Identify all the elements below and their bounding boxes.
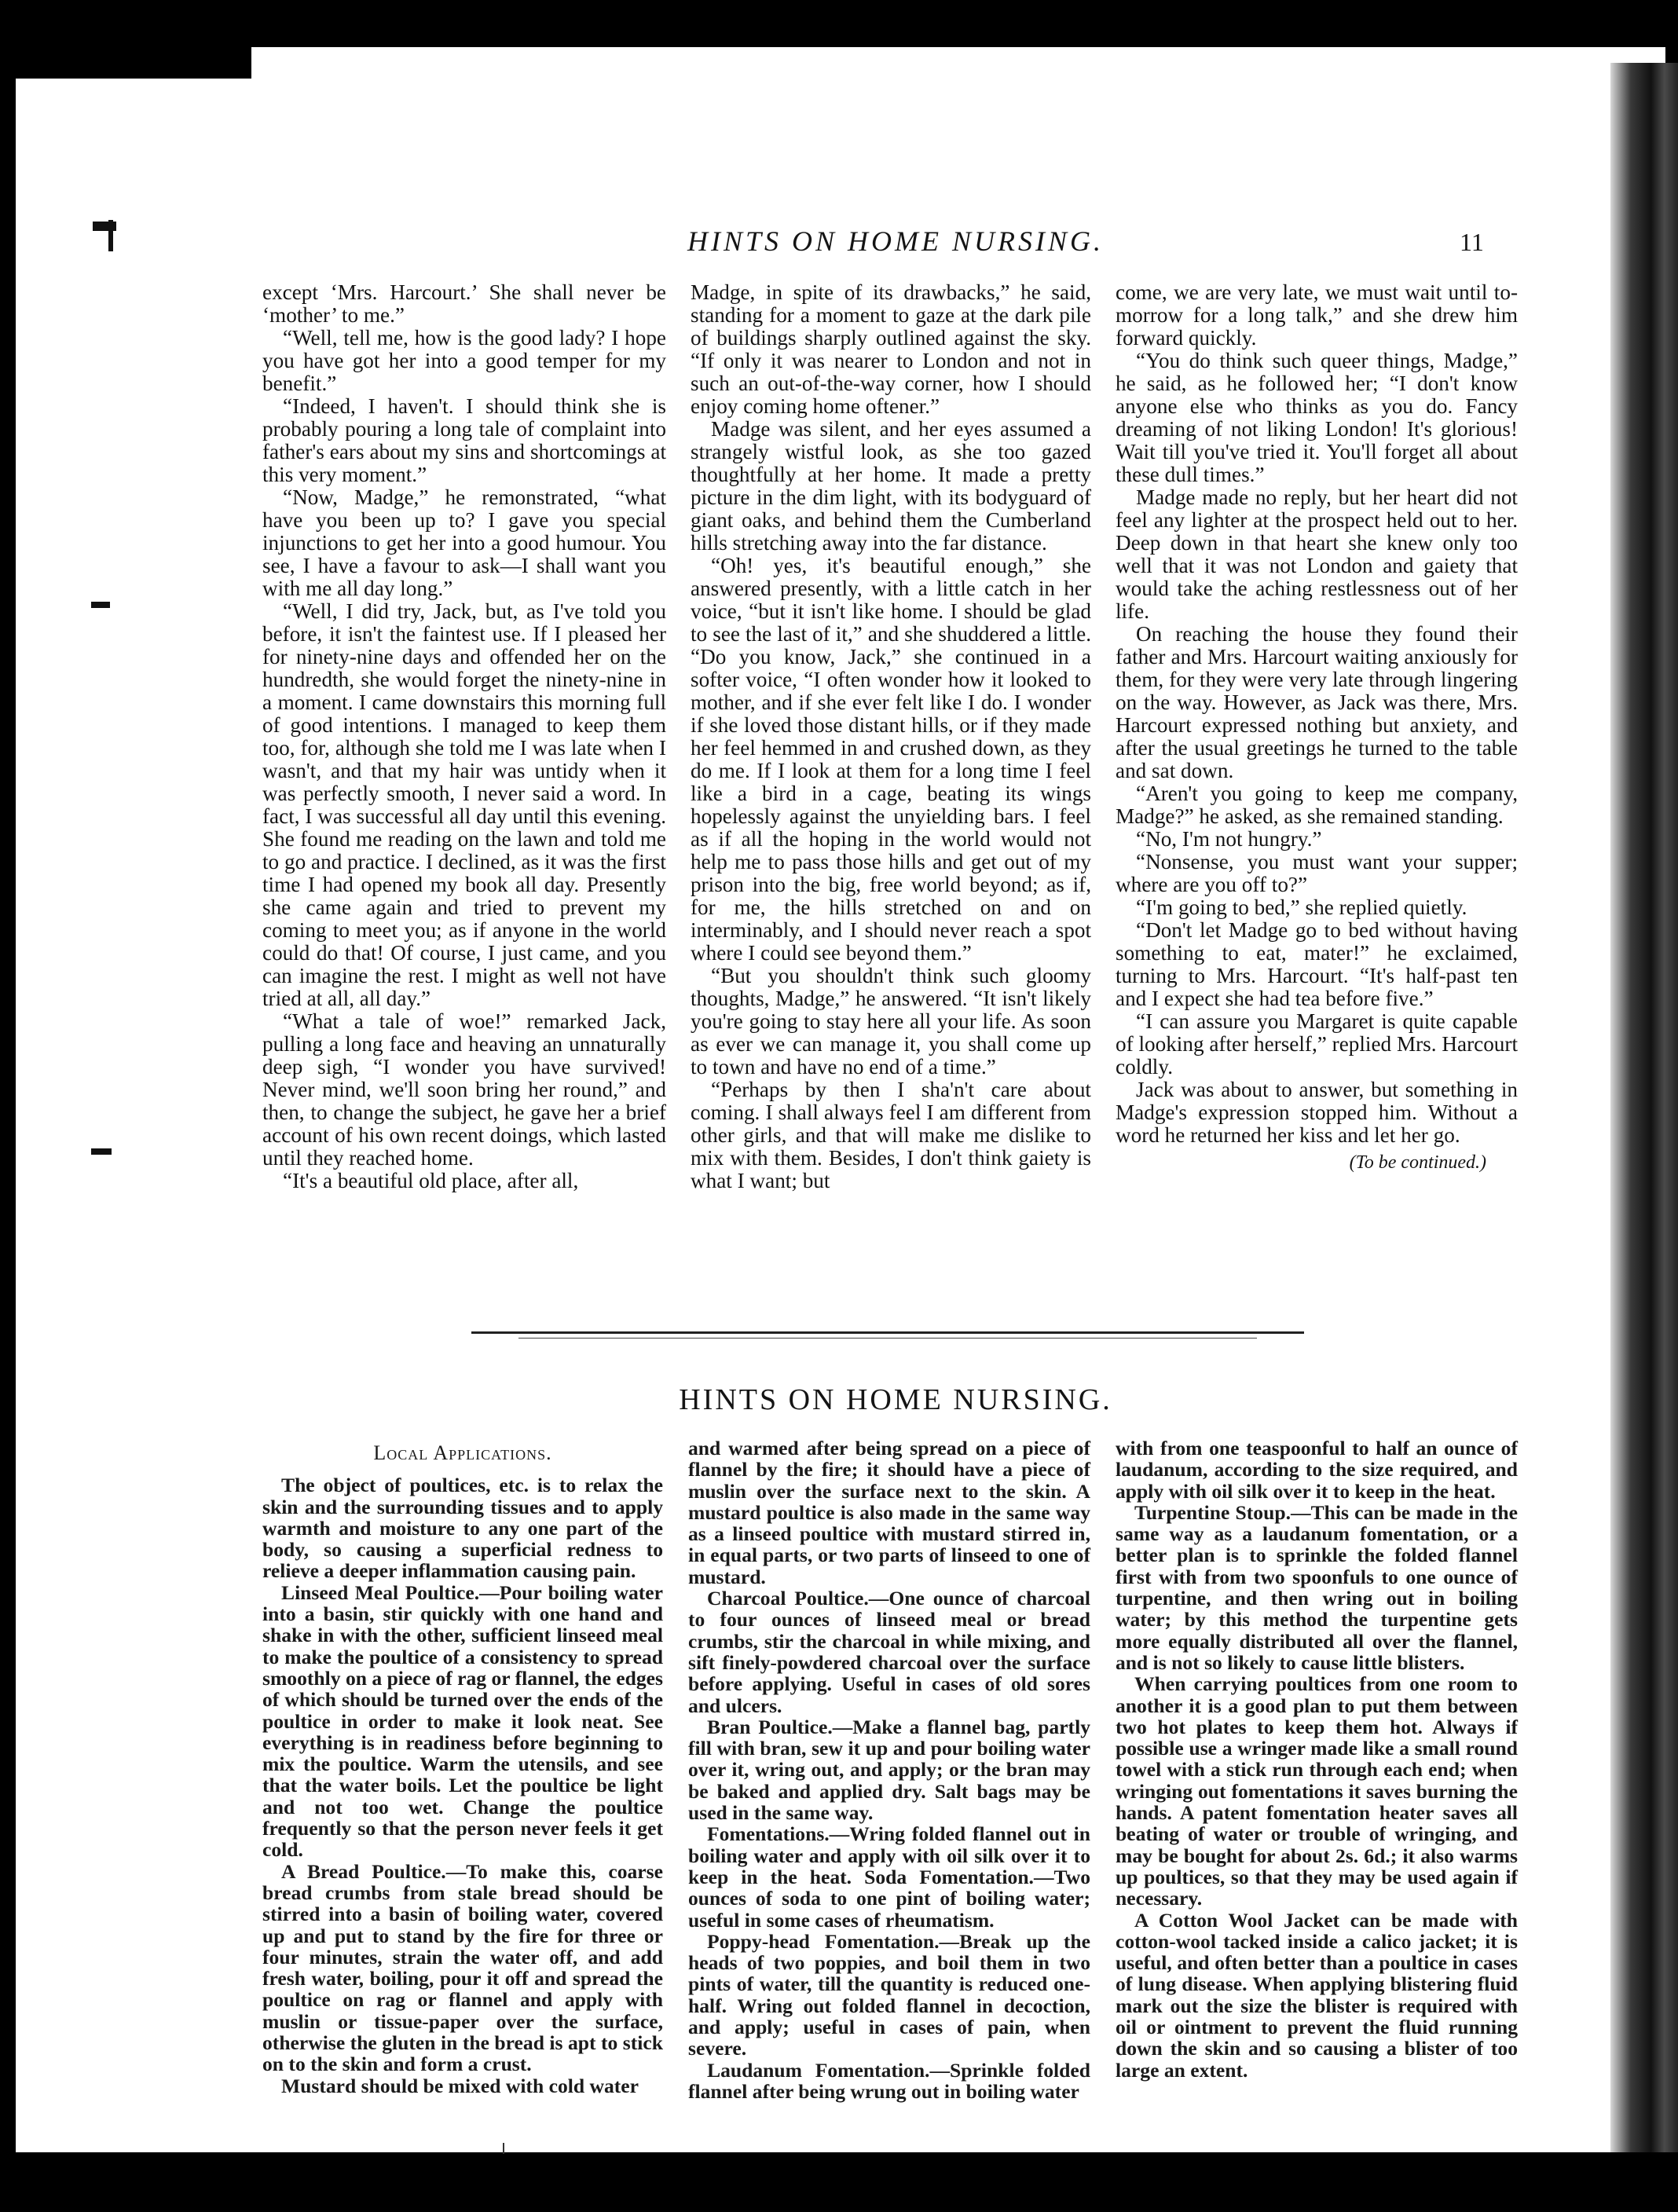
paragraph: “It's a beautiful old place, after all, (283, 1169, 579, 1192)
section-heading: Local Applications. (373, 1441, 552, 1464)
article-column-3 (1116, 1437, 1518, 2081)
paragraph: Madge, in spite of its drawbacks,” he said, standing for a moment to gaze at the dark pile of buildings sharply outlined against the sky. “If only it was nearer to London and not in such an out-of-the-way corner, how I should enjoy coming home oftener.” (691, 280, 1091, 418)
paragraph: and warmed after being spread on a piece of flannel by the fire; it should have a piece of muslin over the surface next to the skin. A mustard poultice is also made in the same way as a linseed poultice with mustard stirred in, in equal parts, or two parts of linseed to one of mustard. (688, 1437, 1090, 1588)
story-column-1 (262, 281, 666, 1192)
paragraph: “Oh! yes, it's beautiful enough,” she answered presently, with a little catch in her voice, “but it isn't like home. I should be glad to see the last of it,” and she shuddered a little. “Do you know, Jack,” she continued in a softer voice, “I often wonder how it looked to mother, and if she ever felt like I do. I wonder if she loved those distant hills, or if they made her feel hemmed in and crushed down, as they do me. If I look at them for a long time I feel like a bird in a cage, beating its wings hopelessly against the unyielding bars. I feel as if all the hoping in the world would not help me to pass those hills and get out of my prison into the big, free world beyond; as if, for me, the hills stretched on and on interminably, and I should never reach a spot where I could see beyond them.” (691, 554, 1091, 965)
paragraph: “Indeed, I haven't. I should think she is probably pouring a long tale of complaint into father's ears about my sins and shortcomings at this very moment.” (262, 394, 666, 486)
paragraph: “No, I'm not hungry.” (1136, 827, 1322, 851)
paragraph: “Nonsense, you must want your supper; where are you off to?” (1116, 850, 1518, 896)
paragraph: “Well, tell me, how is the good lady? I hope you have got her into a good temper for my benefit.” (262, 326, 666, 395)
paragraph: Madge made no reply, but her heart did not feel any lighter at the prospect held out to her. Deep down in that heart she knew only too well that it was not London and gaiety that would take the aching restlessness out of her life. (1116, 485, 1518, 623)
paragraph: A Bread Poultice.—To make this, coarse bread crumbs from stale bread should be stirred into a basin of boiling water, covered up and put to stand by the fire for three or four minutes, strain the water off, and add fresh water, boiling, pour it off and spread the poultice on rag or flannel and apply with muslin or tissue-paper over the surface, otherwise the gluten in the bread is apt to stick on to the skin and form a crust. (262, 1859, 663, 2076)
paragraph: with from one teaspoonful to half an ounce of laudanum, according to the size required, and apply with oil silk over it to keep in the heat. (1116, 1437, 1518, 1503)
divider-rule (518, 1338, 1257, 1339)
paragraph: “You do think such queer things, Madge,” he said, as he followed her; “I don't know anyone else who thinks as you do. Fancy dreaming of not liking London! It's glorious! Wait till you've tried it. You'll forget all about these dull times.” (1116, 349, 1518, 486)
page-number: 11 (1460, 228, 1484, 256)
scan-border-bottom (0, 2152, 1678, 2212)
paragraph: Madge was silent, and her eyes assumed a strangely wistful look, as she too gazed thoughtfully at her home. It made a pretty picture in the dim light, with its bodyguard of giant oaks, and behind them the Cumberland hills stretching away into the far distance. (691, 417, 1091, 555)
paragraph: “Aren't you going to keep me company, Madge?” he asked, as she remained standing. (1116, 782, 1518, 828)
paragraph: A Cotton Wool Jacket can be made with cotton-wool tacked inside a calico jacket; it is useful, and often better than a poultice in cases of lung disease. When applying blistering fluid mark out the size the blister is required with oil or ointment to prevent the fluid running down the skin and so causing a blister of too large an extent. (1116, 1908, 1518, 2082)
story-column-2 (691, 281, 1091, 1192)
article-column-2 (688, 1437, 1090, 2102)
binding-mark (108, 220, 113, 251)
paragraph: “Now, Madge,” he remonstrated, “what have you been up to? I gave you special injunctions to get her into a good humour. You see, I have a favour to ask—I shall want you with me all day long.” (262, 485, 666, 600)
to-be-continued: (To be continued.) (1349, 1152, 1486, 1173)
paragraph: come, we are very late, we must wait until to-morrow for a long talk,” and she drew him forward quickly. (1116, 280, 1518, 350)
divider-rule (471, 1331, 1304, 1334)
paragraph: “But you shouldn't think such gloomy thoughts, Madge,” he answered. “It isn't likely you're going to stay here all your life. As soon as ever we can manage it, you shall come up to town and have no end of a time.” (691, 964, 1091, 1079)
paragraph: On reaching the house they found their father and Mrs. Harcourt waiting anxiously for them, for they were very late through lingering on the way. However, as Jack was there, Mrs. Harcourt expressed nothing but anxiety, and after the usual greetings he turned to the table and sat down. (1116, 622, 1518, 782)
binding-mark (91, 602, 110, 608)
paragraph: Laudanum Fomentation.—Sprinkle folded flannel after being wrung out in boiling water (688, 2058, 1090, 2103)
paragraph: The object of poultices, etc. is to relax the skin and the surrounding tissues and to apply warmth and moisture to any one part of the body, so causing a superficial redness to relieve a deeper inflammation causing pain. (262, 1474, 663, 1583)
paragraph: Charcoal Poultice.—One ounce of charcoal to four ounces of linseed meal or bread crumbs, stir the charcoal in while mixing, and sift finely-powdered charcoal over the surface before applying. Useful in cases of old sores and ulcers. (688, 1587, 1090, 1717)
paragraph: “Well, I did try, Jack, but, as I've told you before, it isn't the faintest use. If I pleased her for ninety-nine days and offended her on the hundredth, she would forget the ninety-nine in a moment. I came downstairs this morning full of good intentions. I managed to keep them too, for, although she told me I was late when I wasn't, and that my hair was untidy when it was perfectly smooth, I never said a word. In fact, I was successful all day until this evening. She found me reading on the lawn and told me to go and practice. I declined, as it was the first time I had opened my book all day. Presently she came again and tried to prevent my coming to meet you; as if anyone in the world could do that! Of course, I just came, and you can imagine the rest. I might as well not have tried at all, all day.” (262, 599, 666, 1010)
book-fore-edge (1610, 63, 1678, 2168)
article-title: HINTS ON HOME NURSING. (679, 1383, 1112, 1416)
paragraph: “I'm going to bed,” she replied quietly. (1136, 895, 1467, 919)
story-column-3 (1116, 281, 1518, 1174)
page-top-edge (251, 47, 1665, 94)
paragraph: “I can assure you Margaret is quite capable of looking after herself,” replied Mrs. Harcourt coldly. (1116, 1009, 1518, 1079)
paragraph: Fomentations.—Wring folded flannel out in boiling water and apply with oil silk over it to keep in the heat. Soda Fomentation.—Two ounces of soda to one pint of boiling water; useful in some cases of rheumatism. (688, 1822, 1090, 1932)
paragraph: Jack was about to answer, but something in Madge's expression stopped him. Without a word he returned her kiss and let her go. (1116, 1078, 1518, 1147)
article-column-1 (262, 1441, 663, 2097)
binding-mark (91, 1148, 112, 1155)
paragraph: Mustard should be mixed with cold water (281, 2074, 639, 2097)
paragraph: “Don't let Madge go to bed without having something to eat, mater!” he exclaimed, turning to Mrs. Harcourt. “It's half-past ten and I expect she had tea before five.” (1116, 918, 1518, 1010)
scan-border-left (0, 0, 16, 2212)
running-head: HINTS ON HOME NURSING. (687, 225, 1104, 257)
paragraph: Linseed Meal Poultice.—Pour boiling water into a basin, stir quickly with one hand and shake in with the other, sufficient linseed meal to make the poultice of a consistency to spread smoothly on a piece of rag or flannel, the edges of which should be turned over the ends of the poultice in order to make it look neat. See everything is in readiness before beginning to mix the poultice. Warm the utensils, and see that the water boils. Let the poultice be light and not too wet. Change the poultice frequently so that the person never feels it get cold. (262, 1580, 663, 1862)
paragraph: Poppy-head Fomentation.—Break up the heads of two poppies, and boil them in two pints of water, till the quantity is reduced one-half. Wring out folded flannel in decoction, and apply; useful in cases of pain, when severe. (688, 1929, 1090, 2060)
paragraph: Turpentine Stoup.—This can be made in the same way as a laudanum fomentation, or a better plan is to sprinkle the folded flannel first with from two spoonfuls to one ounce of turpentine, and then wring out in boiling water; by this method the turpentine gets more equally distributed all over the flannel, and is not so likely to cause little blisters. (1116, 1500, 1518, 1674)
paragraph: except ‘Mrs. Harcourt.’ She shall never be ‘mother’ to me.” (262, 280, 666, 327)
paragraph: “What a tale of woe!” remarked Jack, pulling a long face and heaving an unnaturally deep sigh, “I wonder you have survived! Never mind, we'll soon bring her round,” and then, to change the subject, he gave her a brief account of his own recent doings, which lasted until they reached home. (262, 1009, 666, 1170)
paragraph: Bran Poultice.—Make a flannel bag, partly fill with bran, sew it up and pour boiling water over it, wring out, and apply; or the bran may be baked and applied dry. Salt bags may be used in the same way. (688, 1715, 1090, 1825)
paragraph: “Perhaps by then I sha'n't care about coming. I shall always feel I am different from other girls, and that will make me dislike to mix with them. Besides, I don't think gaiety is what I want; but (691, 1078, 1091, 1192)
print-mark (503, 2143, 504, 2154)
paragraph: When carrying poultices from one room to another it is a good plan to put them between two hot plates to keep them hot. Always if possible use a wringer made like a small round towel with a stick run through each end; when wringing out fomentations it saves burning the hands. A patent fomentation heater saves all beating of water or trouble of wringing, and may be bought for about 2s. 6d.; it also warms up poultices, so that they may be used again if necessary. (1116, 1672, 1518, 1910)
